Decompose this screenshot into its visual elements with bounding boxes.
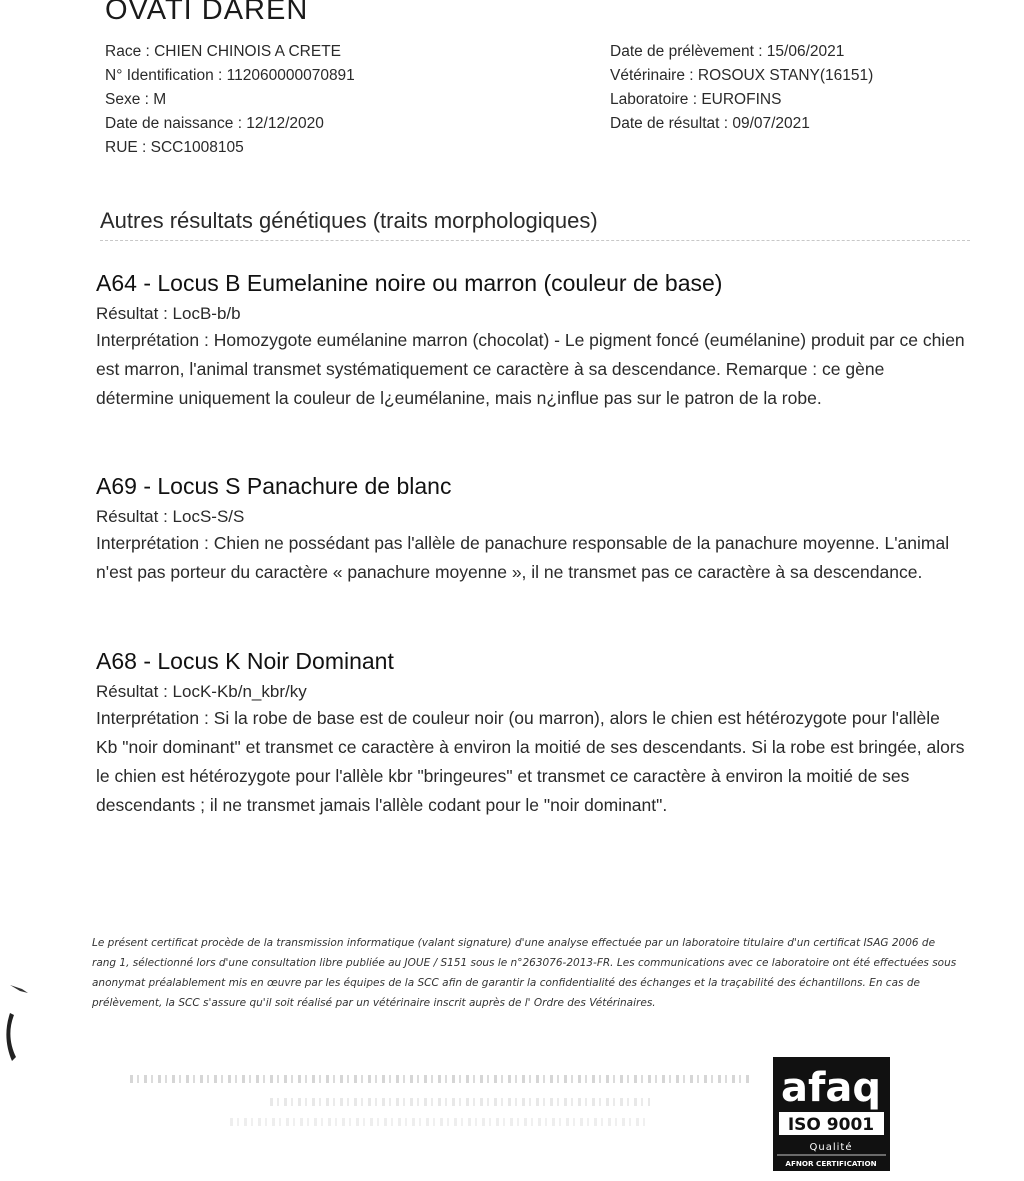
result-block-locus-k [96,646,966,820]
result-value: Résultat : LocK-Kb/n_kbr/ky [96,682,307,701]
result-interpretation: Interprétation : Si la robe de base est de couleur noir (ou marron), alors le chien est hétérozygote pour l'allèle Kb "noir dominant" et transmet ce caractère à environ la moitié de ses descendants. Si la robe est bringée, alors le chien est hétérozygote pour l'allèle kbr "bringeures" et transmet ce caractère à environ la moitié de ses descendants ; il ne transmet jamais l'allèle codant pour le "noir dominant". [96,708,965,815]
result-title: A64 - Locus B Eumelanine noire ou marron (couleur de base) [96,270,723,296]
animal-info [105,40,525,160]
info-veterinarian: Vétérinaire : ROSOUX STANY(16151) [610,67,874,84]
afaq-iso-9001-logo [773,1057,890,1171]
info-breed: Race : CHIEN CHINOIS A CRETE [105,43,341,60]
result-title: A69 - Locus S Panachure de blanc [96,473,452,499]
info-result-date: Date de résultat : 09/07/2021 [610,115,810,132]
result-block-locus-b [96,268,966,413]
info-rue: RUE : SCC1008105 [105,139,244,156]
result-value: Résultat : LocB-b/b [96,304,241,323]
result-value: Résultat : LocS-S/S [96,507,245,526]
sample-info [610,40,1010,136]
info-laboratory: Laboratoire : EUROFINS [610,91,782,108]
info-sex: Sexe : M [105,91,167,108]
faded-signature-line [130,1075,750,1083]
certifier-text: AFNOR CERTIFICATION [785,1159,877,1168]
info-birth-date: Date de naissance : 12/12/2020 [105,115,324,132]
afaq-brand-text: afaq [780,1065,882,1111]
faded-signature-line [230,1118,650,1126]
result-block-locus-s [96,471,966,587]
faded-signature-line [270,1098,650,1106]
info-sample-date: Date de prélèvement : 15/06/2021 [610,43,845,60]
dog-name: OVATI DAREN [105,0,309,26]
iso-standard-text: ISO 9001 [787,1115,875,1135]
result-interpretation: Interprétation : Homozygote eumélanine marron (chocolat) - Le pigment foncé (eumélanine) produit par ce chien est marron, l'animal transmet systématiquement ce caractère à sa descendance. Remarque : ce gène détermine uniquement la couleur de l¿eumélanine, mais n¿influe pas sur le patron de la robe. [96,330,965,408]
info-identification: N° Identification : 112060000070891 [105,67,355,84]
legal-disclaimer: Le présent certificat procède de la transmission informatique (valant signature) d'une analyse effectuée par un laboratoire titulaire d'un certificat ISAG 2006 de rang 1, sélectionné lors d'une consultation libre publiée au JOUE / S151 sous le n°263076-2013-FR. Les communications avec ce laboratoire ont été effectuées sous anonymat préalablement mis en œuvre par les équipes de la SCC afin de garantir la confidentialité des échanges et la traçabilité des échantillons. En cas de prélèvement, la SCC s'assure qu'il soit réalisé par un vétérinaire inscrit auprès de l' Ordre des Vétérinaires. [92,937,957,1009]
result-title: A68 - Locus K Noir Dominant [96,648,394,674]
quality-text: Qualité [809,1142,853,1153]
result-interpretation: Interprétation : Chien ne possédant pas l'allèle de panachure responsable de la panachure moyenne. L'animal n'est pas porteur du caractère « panachure moyenne », il ne transmet pas ce caractère à sa descendance. [96,533,950,582]
section-divider [100,240,970,241]
scan-artifact [0,975,40,1065]
section-title: Autres résultats génétiques (traits morphologiques) [100,208,598,233]
